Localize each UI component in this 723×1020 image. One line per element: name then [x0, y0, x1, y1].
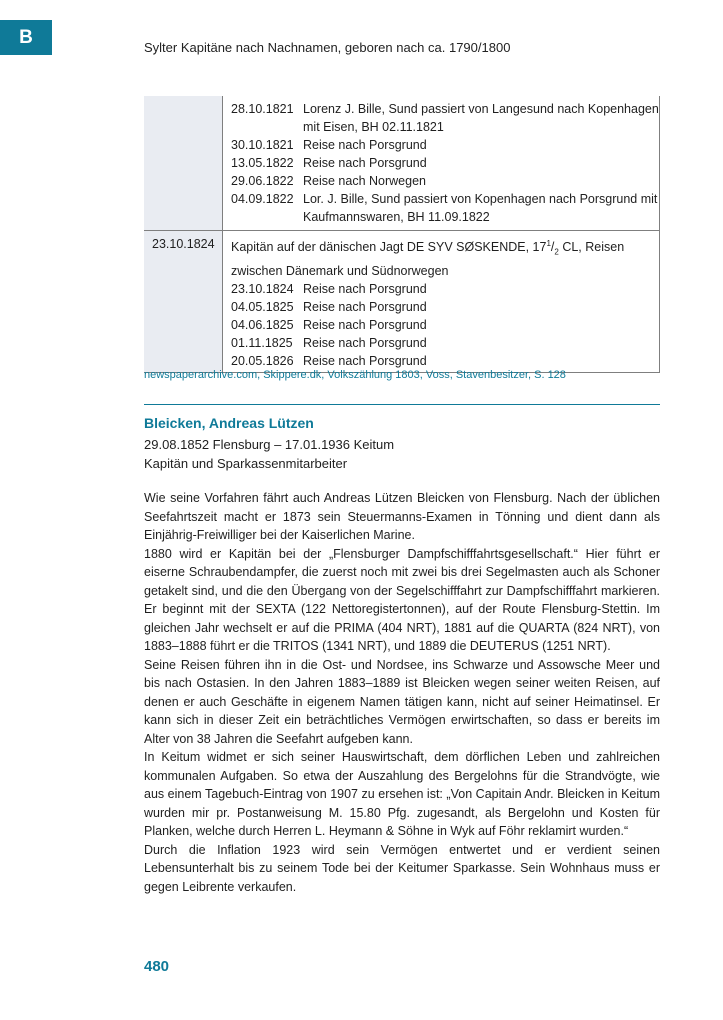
- voyage-text: Reise nach Porsgrund: [303, 299, 427, 314]
- ship-description: Kapitän auf der dänischen Jagt DE SYV SØSKENDE, $17^1/_2$ CL, Reisen zwischen Dänemark und Südnorwegen: [231, 239, 625, 278]
- biography-text: [144, 489, 660, 896]
- voyage-list: [231, 280, 659, 370]
- voyage-entry: [231, 100, 659, 136]
- bio-paragraph: Durch die Inflation 1923 wird sein Vermögen entwertet und er verdient seinen Lebensunterhalt bis zu seinem Tode bei der Keitumer Sparkasse. Sein Wohnhaus muss er gegen Leibrente verkaufen.: [144, 842, 660, 894]
- voyage-entry: [231, 316, 659, 334]
- voyage-text: Reise nach Porsgrund: [303, 281, 427, 296]
- voyage-text: Reise nach Porsgrund: [303, 138, 427, 152]
- bio-paragraph: Wie seine Vorfahren fährt auch Andreas Lützen Bleicken von Flensburg. Nach der üblichen Seefahrtszeit macht er 1873 sein Steuermanns-Examen in Tönning und dient dann als Einjährig-Freiwilliger bei der Kaiserlichen Marine.: [144, 491, 660, 542]
- life-dates: 29.08.1852 Flensburg – 17.01.1936 Keitum: [144, 437, 395, 452]
- section-letter-tab: B: [0, 20, 52, 55]
- voyage-entry: [231, 298, 659, 316]
- date-cell-empty: [144, 96, 223, 231]
- voyage-entry: [231, 172, 659, 190]
- voyage-entry: [231, 280, 659, 298]
- voyage-date: 04.05.1825: [231, 299, 294, 314]
- voyage-date: 01.11.1825: [231, 335, 293, 350]
- voyage-date: 29.06.1822: [231, 174, 294, 188]
- section-divider: [144, 404, 660, 405]
- voyage-date: 13.05.1822: [231, 156, 294, 170]
- table-row: [144, 96, 660, 231]
- voyage-text: Reise nach Porsgrund: [303, 156, 427, 170]
- voyage-entry: [231, 334, 659, 352]
- occupation: Kapitän und Sparkassenmitarbeiter: [144, 456, 348, 471]
- voyage-entry: [231, 154, 659, 172]
- voyage-text: Reise nach Porsgrund: [303, 335, 427, 350]
- voyage-date: 04.09.1822: [231, 192, 294, 206]
- voyage-text: Reise nach Porsgrund: [303, 353, 427, 368]
- bio-paragraph: Seine Reisen führen ihn in die Ost- und Nordsee, ins Schwarze und Assowsche Meer und bis nach Ostasien. In den Jahren 1883–1889 ist Bleicken wegen seiner weiten Reisen, auf denen er auch Geschäfte in eigenem Namen tätigen kann, nicht auf seiner Heimatinsel. Er kann sich in dieser Zeit ein beträchtliches Vermögen erwirtschaften, so dass er bereits im Alter von 38 Jahren die Seefahrt aufgeben kann.: [144, 657, 660, 746]
- sources-line: newspaperarchive.com, Skippere.dk, Volkszählung 1803, Voss, Stavenbesitzer, S. 128: [144, 369, 566, 381]
- voyage-entry: [231, 352, 659, 370]
- bio-paragraph: In Keitum widmet er sich seiner Hauswirtschaft, dem dörflichen Leben und zahlreichen kommunalen Aufgaben. So etwa der Auszahlung des Bergelohns für die Strandvögte, wie aus einem Tagebuch-Eintrag von 1907 zu ersehen ist: „Von Capitain Andr. Bleicken in Keitum wurden mir pr. Postanweisung M. 15.80 Pfg. zugesandt, als Bergelohn und Kosten für Planken, welche durch Herren L. Heymann & Söhne in Wyk auf Föhr reklamirt wurden.“: [144, 750, 660, 838]
- voyage-entry: [231, 190, 659, 226]
- voyage-table: [144, 96, 660, 373]
- voyage-text: Reise nach Norwegen: [303, 174, 426, 188]
- table-row: [144, 231, 660, 373]
- voyage-text: Lorenz J. Bille, Sund passiert von Langesund nach Kopenhagen mit Eisen, BH 02.11.1821: [303, 102, 659, 134]
- voyage-date: 04.06.1825: [231, 317, 294, 332]
- voyage-text: Reise nach Porsgrund: [303, 317, 427, 332]
- voyage-date: 30.10.1821: [231, 138, 294, 152]
- voyage-date: 23.10.1824: [231, 281, 294, 296]
- voyage-details: [223, 231, 660, 373]
- voyage-entry: [231, 136, 659, 154]
- bio-paragraph: 1880 wird er Kapitän bei der „Flensburger Dampfschifffahrtsgesellschaft.“ Hier führt er eiserne Schraubendampfer, die zuerst noch mit zwei bis drei Segelmasten auch als Schoner getakelt sind, und die den Übergang von der Segelschifffahrt zur Dampfschifffahrt markieren. Er beginnt mit der SEXTA (122 Nettoregistertonnen), auf der Route Flensburg-Stettin. Im gleichen Jahr wechselt er auf die PRIMA (404 NRT), 1881 auf die QUARTA (824 NRT), von 1883–1888 führt er die TRITOS (1341 NRT), und 1889 die DEUTERUS (1251 NRT).: [144, 546, 660, 653]
- voyage-list: [223, 96, 660, 231]
- running-head: Sylter Kapitäne nach Nachnamen, geboren nach ca. 1790/1800: [144, 40, 511, 55]
- page-number: 480: [144, 958, 170, 975]
- date-cell: 23.10.1824: [144, 231, 223, 373]
- voyage-date: 28.10.1821: [231, 102, 294, 116]
- voyage-date: 20.05.1826: [231, 353, 294, 368]
- voyage-text: Lor. J. Bille, Sund passiert von Kopenhagen nach Porsgrund mit Kaufmannswaren, BH 11.09.1822: [303, 192, 658, 224]
- person-name-heading: Bleicken, Andreas Lützen: [144, 415, 314, 431]
